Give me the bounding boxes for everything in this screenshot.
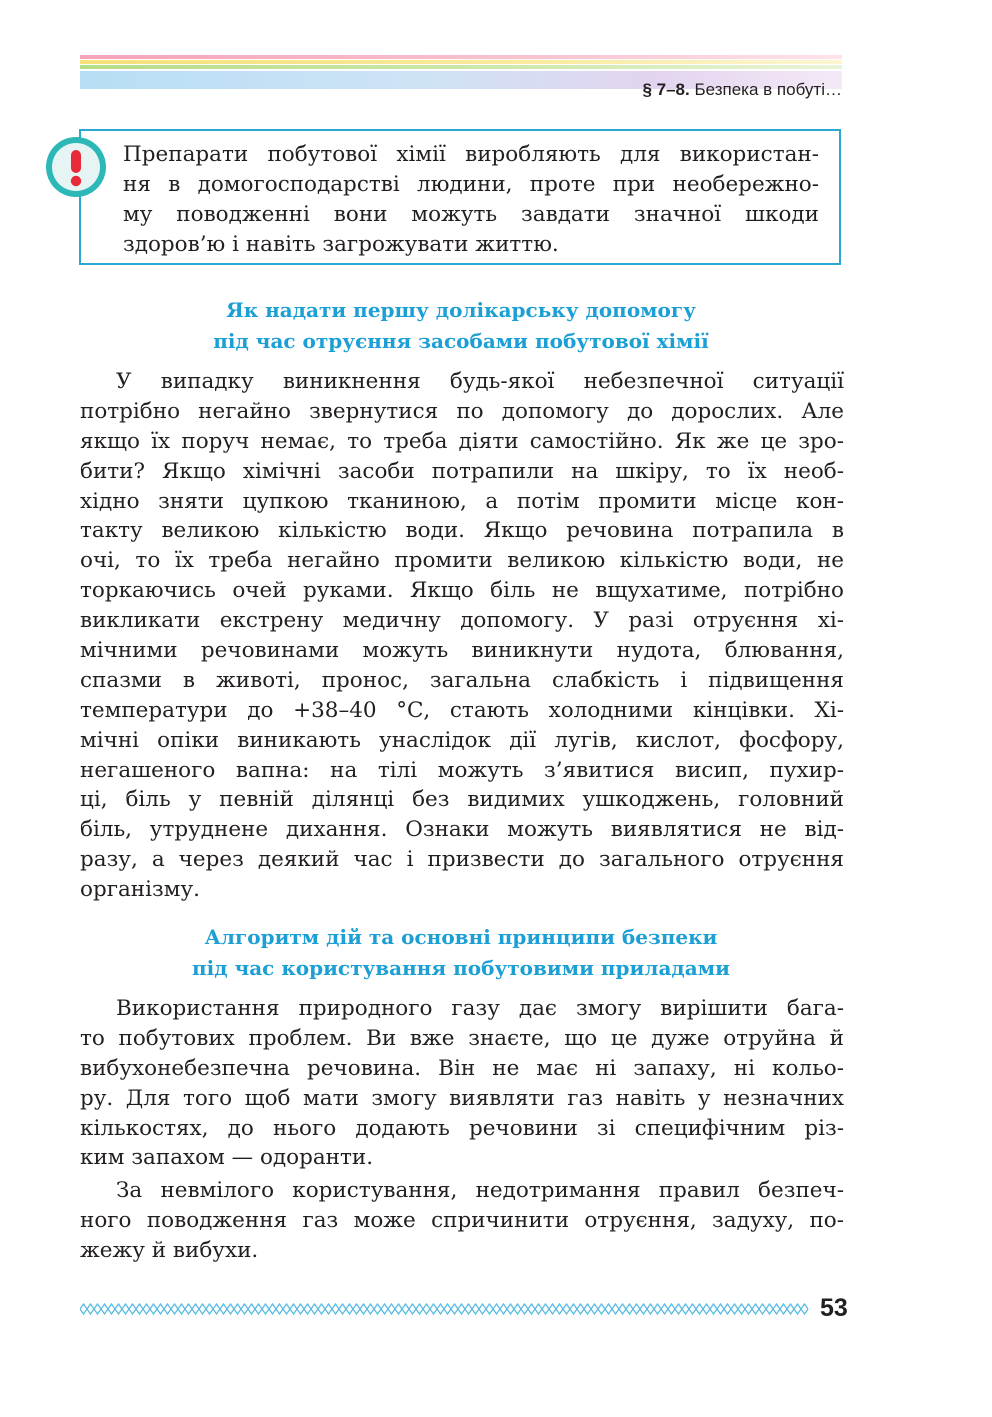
text-line: то побутових проблем. Ви вже знаєте, що це дуже отруйна й [80,1025,844,1051]
section-number: § 7–8. [642,80,690,99]
notice-line: му поводженні вони можуть завдати значної шкоди [123,201,819,227]
running-header [642,80,842,100]
text-line: Використання природного газу дає змогу вирішити бага- [116,996,844,1021]
text-line: За невмілого користування, недотримання правил безпеч- [116,1178,844,1203]
text-line: хідно зняти цупкою тканиною, а потім промити місце кон- [80,488,844,514]
text-line: вибухонебезпечна речовина. Він не має ні запаху, ні кольо- [80,1055,844,1081]
text-line: торкаючись очей руками. Якщо біль не вщухатиме, потрібно [80,578,844,604]
heading-line: під час отруєння засобами побутової хімії [213,329,709,353]
text-line: очі, то їх треба негайно промити великою кількістю води, не [80,548,844,574]
heading-line: Алгоритм дій та основні принципи безпеки [204,925,718,949]
notice-line: Препарати побутової хімії виробляють для використан- [123,142,819,167]
text-line: жежу й вибухи. [80,1237,259,1263]
section-title: Безпека в побуті… [694,80,842,99]
section2-heading [80,922,842,984]
section2-paragraph-2 [80,1176,844,1266]
text-line: організму. [80,877,200,903]
heading-line: під час користування побутовими приладами [192,956,730,980]
text-line: біль, утруднене дихання. Ознаки можуть виявлятися не від- [80,817,844,843]
text-line: викликати екстрену медичну допомогу. У разі отруєння хі- [80,608,844,634]
heading-line: Як надати першу долікарську допомогу [226,298,696,322]
text-line: кількостях, до нього додають речовини зі специфічним різ- [80,1115,844,1141]
notice-line: ня в домогосподарстві людини, проте при необережно- [123,171,819,197]
text-line: У випадку виникнення будь-якої небезпечної ситуації [116,369,844,394]
text-line: якщо їх поруч немає, то треба діяти самостійно. Як же це зро- [80,428,844,454]
text-line: мічні опіки виникають унаслідок дії лугів, кислот, фосфору, [80,727,844,753]
text-line: ким запахом — одоранти. [80,1145,374,1171]
text-line: спазми в животі, пронос, загальна слабкість і підвищення [80,667,844,693]
text-line: ру. Для того щоб мати змогу виявляти газ навіть у незначних [80,1085,844,1111]
section1-paragraph [80,367,844,905]
text-line: разу, а через деякий час і призвести до загального отруєння [80,847,844,873]
section1-heading [80,295,842,357]
text-line: бити? Якщо хімічні засоби потрапили на шкіру, то їх необ- [80,458,844,484]
section2-paragraph-1 [80,994,844,1173]
footer-wave-decoration [80,1302,810,1316]
text-line: негашеного вапна: на тілі можуть з’явитися висип, пухир- [80,757,844,783]
notice-line: здоров’ю і навіть загрожувати життю. [123,231,559,257]
page-number: 53 [820,1294,848,1322]
text-line: потрібно негайно звернутися по допомогу до дорослих. Але [80,398,844,424]
exclamation-icon [46,137,106,197]
notice-text [123,139,819,259]
text-line: такту великою кількістю води. Якщо речовина потрапила в [80,518,844,544]
text-line: температури до +38–40 °С, стають холодними кінцівки. Хі- [80,697,844,723]
text-line: ці, біль у певній ділянці без видимих ушкоджень, головний [80,787,844,813]
text-line: мічними речовинами можуть виникнути нудота, блювання, [80,638,844,664]
text-line: ного поводження газ може спричинити отруєння, задуху, по- [80,1207,844,1233]
